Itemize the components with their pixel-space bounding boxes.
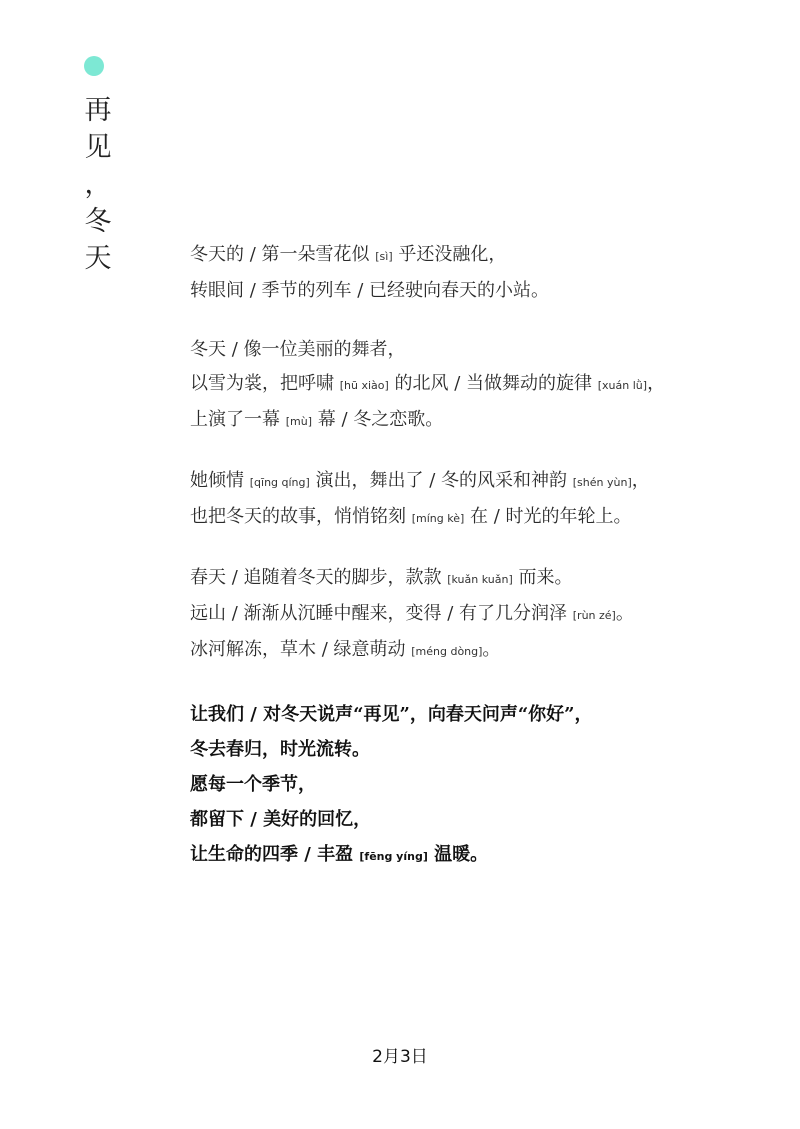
title-char: 冬 <box>84 206 112 237</box>
line-text: 都留下 / 美好的回忆， <box>190 809 372 830</box>
line-text: 春天 / 追随着冬天的脚步，款款 <box>190 567 448 588</box>
line-text: 冰河解冻，草木 / 绿意萌动 <box>190 639 412 660</box>
line-text: 愿每一个季节， <box>190 774 316 795</box>
line-text: 。 <box>615 603 634 624</box>
poem-line <box>190 367 770 403</box>
pinyin-annotation: [qīng qíng] <box>249 476 310 489</box>
line-text: 冬天的 / 第一朵雪花似 <box>190 244 376 265</box>
vertical-title <box>80 92 116 277</box>
line-text: 在 / 时光的年轮上。 <box>464 506 632 527</box>
pinyin-annotation: [rùn zé] <box>572 609 616 622</box>
poem-line <box>190 403 770 439</box>
title-char: 天 <box>84 243 112 274</box>
poem-line <box>190 274 770 308</box>
line-text: 远山 / 渐渐从沉睡中醒来，变得 / 有了几分润泽 <box>190 603 573 624</box>
pinyin-annotation: [kuǎn kuǎn] <box>447 573 513 586</box>
line-text: 冬去春归，时光流转。 <box>190 739 370 760</box>
pinyin-annotation: [xuán lǜ] <box>597 379 648 392</box>
stanza <box>190 333 770 439</box>
line-text: ， <box>647 373 666 394</box>
line-text: 上演了一幕 <box>190 409 286 430</box>
poem-line <box>190 561 770 597</box>
line-text: 而来。 <box>512 567 573 588</box>
title-char: 再 <box>84 95 112 126</box>
poem-line <box>190 767 770 802</box>
pinyin-annotation: [hū xiào] <box>339 379 389 392</box>
stanza <box>190 697 770 874</box>
title-char: 见 <box>84 132 112 163</box>
line-text: 幕 / 冬之恋歌。 <box>312 409 444 430</box>
poem-line <box>190 464 770 500</box>
poem-line <box>190 500 770 536</box>
pinyin-annotation: [fēng yíng] <box>359 850 428 863</box>
line-text: 乎还没融化， <box>392 244 507 265</box>
accent-dot <box>84 56 104 76</box>
poem-line <box>190 697 770 732</box>
line-text: 转眼间 / 季节的列车 / 已经驶向春天的小站。 <box>190 280 550 301</box>
line-text: 也把冬天的故事，悄悄铭刻 <box>190 506 412 527</box>
line-text: 温暖。 <box>427 844 489 865</box>
stanza <box>190 464 770 536</box>
poem-line <box>190 837 770 874</box>
title-char: ， <box>84 169 112 200</box>
line-text: 让我们 / 对冬天说声“再见”，向春天问声“你好”， <box>190 704 593 725</box>
line-text: ， <box>631 470 650 491</box>
line-text: 以雪为裳，把呼啸 <box>190 373 340 394</box>
pinyin-annotation: [míng kè] <box>411 512 465 525</box>
line-text: 冬天 / 像一位美丽的舞者， <box>190 339 406 360</box>
pinyin-annotation: [méng dòng] <box>411 645 483 658</box>
pinyin-annotation: [shén yùn] <box>572 476 632 489</box>
line-text: 她倾情 <box>190 470 250 491</box>
stanza <box>190 238 770 308</box>
pinyin-annotation: [sì] <box>375 250 393 263</box>
line-text: 。 <box>482 639 501 660</box>
poem-line <box>190 238 770 274</box>
poem-line <box>190 597 770 633</box>
line-text: 让生命的四季 / 丰盈 <box>190 844 360 865</box>
line-text: 的北风 / 当做舞动的旋律 <box>388 373 598 394</box>
date-label: 2月3日 <box>372 1047 428 1067</box>
pinyin-annotation: [mù] <box>285 415 313 428</box>
poem-line <box>190 633 770 669</box>
poem-line <box>190 732 770 767</box>
line-text: 演出，舞出了 / 冬的风采和神韵 <box>309 470 573 491</box>
poem-line <box>190 802 770 837</box>
poem-line <box>190 333 770 367</box>
stanza <box>190 561 770 669</box>
poem-body <box>190 238 770 899</box>
